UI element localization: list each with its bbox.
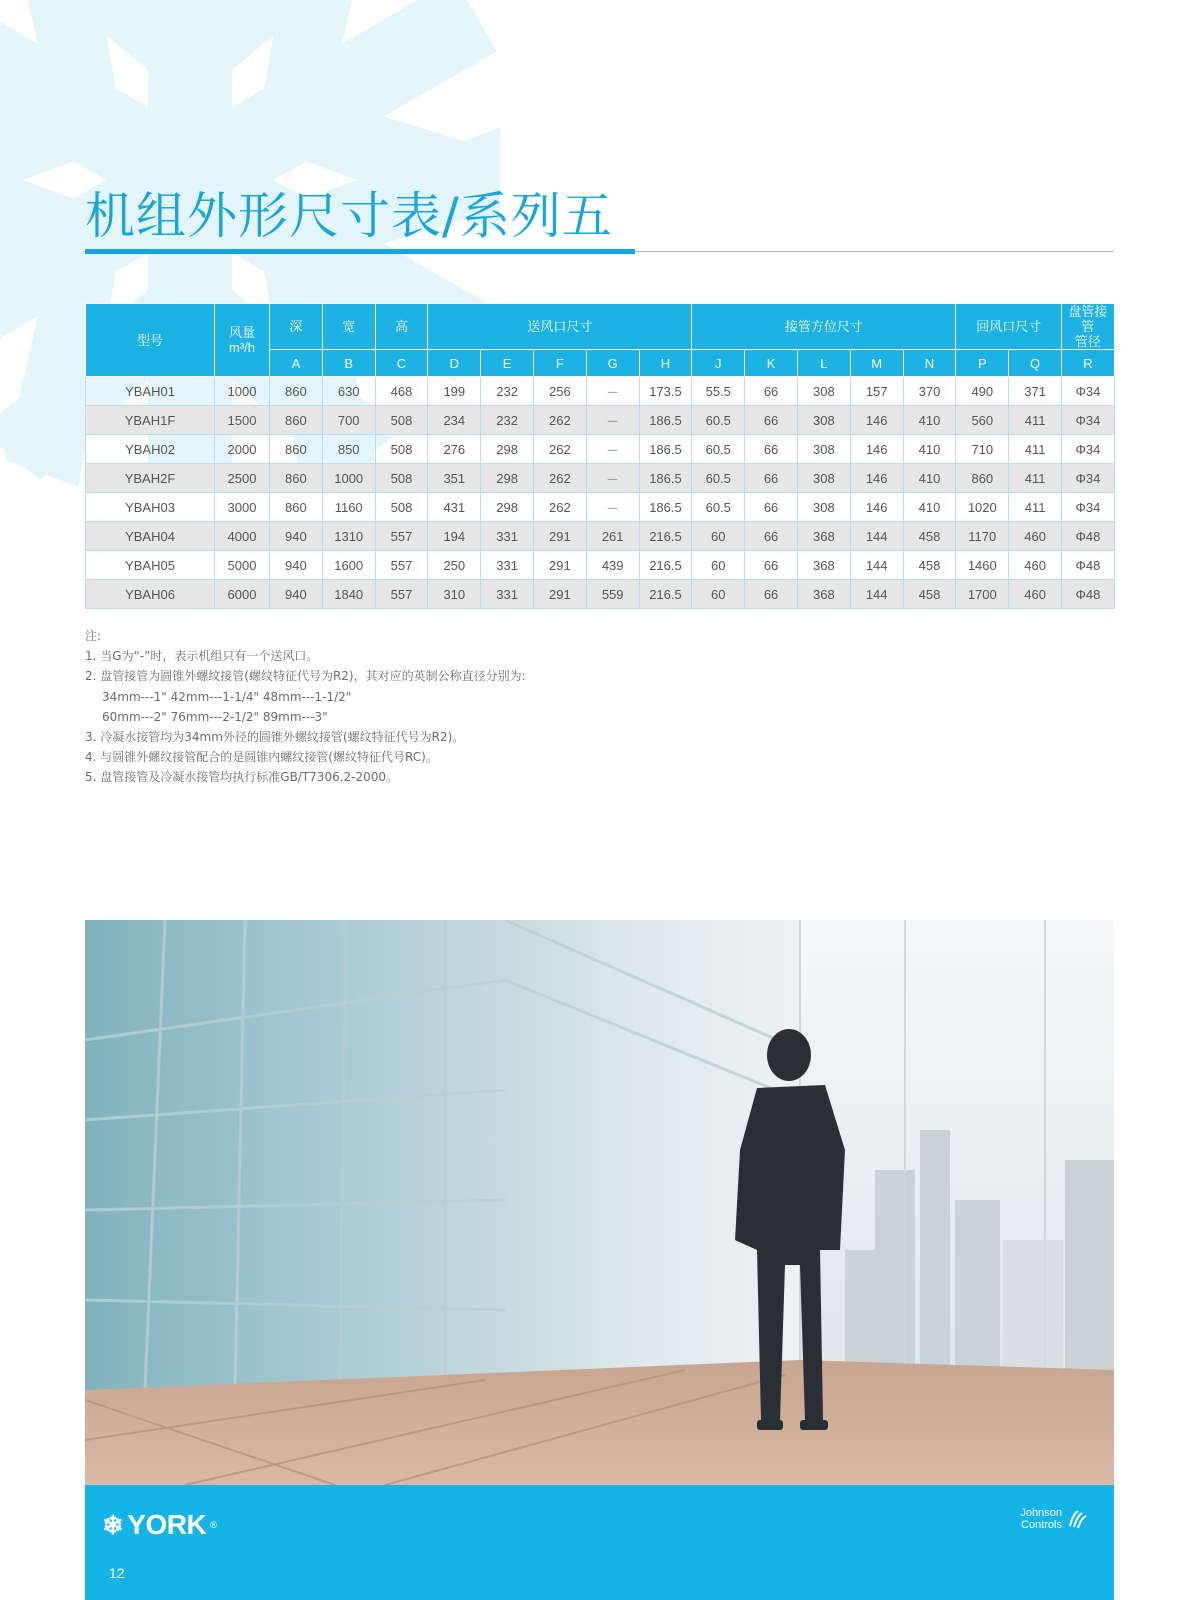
table-cell: 66	[745, 522, 798, 551]
table-cell: 860	[270, 377, 323, 406]
header-code-r: R	[1062, 350, 1115, 377]
table-cell: 4000	[215, 522, 270, 551]
table-cell: 262	[533, 406, 586, 435]
table-cell: 1000	[215, 377, 270, 406]
york-snowflake-icon: ❄	[102, 1509, 124, 1540]
table-cell: 860	[956, 464, 1009, 493]
header-pipe-position: 接管方位尺寸	[692, 304, 956, 350]
table-cell: 331	[481, 580, 534, 609]
header-code-g: G	[586, 350, 639, 377]
table-cell: 2000	[215, 435, 270, 464]
header-coil-label-1: 盘管接管	[1068, 304, 1108, 334]
table-cell: 250	[428, 551, 481, 580]
note-line-2a: 34mm---1" 42mm---1-1/4" 48mm---1-1/2"	[102, 689, 352, 704]
note-line-2b: 60mm---2" 76mm---2-1/2" 89mm---3"	[102, 709, 328, 724]
table-cell: 144	[850, 580, 903, 609]
table-cell: 291	[533, 580, 586, 609]
table-cell: 291	[533, 522, 586, 551]
table-cell: 298	[481, 464, 534, 493]
header-code-f: F	[533, 350, 586, 377]
table-cell: 66	[745, 464, 798, 493]
table-cell: 1460	[956, 551, 1009, 580]
note-line-2: 2. 盘管接管为圆锥外螺纹接管(螺纹特征代号为R2)，其对应的英制公称直径分别为:	[85, 669, 526, 684]
header-airflow	[215, 304, 270, 377]
table-cell: 710	[956, 435, 1009, 464]
table-cell: 860	[270, 493, 323, 522]
table-cell: 1170	[956, 522, 1009, 551]
table-cell: 368	[797, 580, 850, 609]
table-cell: 298	[481, 435, 534, 464]
table-cell: 458	[903, 551, 956, 580]
table-cell: 55.5	[692, 377, 745, 406]
header-return-inlet: 回风口尺寸	[956, 304, 1062, 350]
table-cell: 557	[375, 522, 428, 551]
header-code-l: L	[797, 350, 850, 377]
table-cell: 262	[533, 435, 586, 464]
header-code-m: M	[850, 350, 903, 377]
table-cell: 940	[270, 522, 323, 551]
header-code-h: H	[639, 350, 692, 377]
table-cell: 308	[797, 377, 850, 406]
dimension-table	[85, 303, 1115, 609]
table-cell: 186.5	[639, 435, 692, 464]
table-cell: 262	[533, 493, 586, 522]
table-cell: 431	[428, 493, 481, 522]
table-body	[86, 377, 1115, 609]
table-cell: 439	[586, 551, 639, 580]
header-code-e: E	[481, 350, 534, 377]
header-code-a: A	[270, 350, 323, 377]
table-cell: 557	[375, 580, 428, 609]
jc-name-line1: Johnson	[1020, 1507, 1062, 1519]
table-cell: 410	[903, 493, 956, 522]
table-cell: 460	[1009, 522, 1062, 551]
table-cell: 66	[745, 406, 798, 435]
table-cell: －	[586, 406, 639, 435]
table-cell: 194	[428, 522, 481, 551]
table-cell: －	[586, 377, 639, 406]
table-cell: 232	[481, 406, 534, 435]
header-code-j: J	[692, 350, 745, 377]
table-cell: 6000	[215, 580, 270, 609]
registered-mark: ®	[210, 1520, 217, 1530]
table-cell: 199	[428, 377, 481, 406]
table-cell: 410	[903, 464, 956, 493]
table-cell: 1840	[322, 580, 375, 609]
table-cell: 186.5	[639, 464, 692, 493]
table-cell: 557	[375, 551, 428, 580]
title-accent-bar	[85, 249, 635, 254]
table-cell: 60	[692, 551, 745, 580]
table-cell: 60.5	[692, 493, 745, 522]
model-cell: YBAH2F	[86, 464, 215, 493]
york-wordmark: YORK	[127, 1509, 207, 1540]
table-cell: 468	[375, 377, 428, 406]
table-cell: 5000	[215, 551, 270, 580]
note-line-3: 3. 冷凝水接管均为34mm外径的圆锥外螺纹接管(螺纹特征代号为R2)。	[85, 730, 465, 745]
table-cell: 60.5	[692, 435, 745, 464]
table-cell: 1160	[322, 493, 375, 522]
model-cell: YBAH03	[86, 493, 215, 522]
table-cell: 508	[375, 464, 428, 493]
table-cell: 216.5	[639, 522, 692, 551]
table-cell: 186.5	[639, 406, 692, 435]
table-cell: 1500	[215, 406, 270, 435]
table-cell: 458	[903, 522, 956, 551]
table-cell: 458	[903, 580, 956, 609]
page-number: 12	[109, 1565, 125, 1581]
table-row	[86, 435, 1115, 464]
table-cell: 216.5	[639, 580, 692, 609]
table-cell: 256	[533, 377, 586, 406]
table-cell: 508	[375, 406, 428, 435]
table-cell: 157	[850, 377, 903, 406]
header-airflow-unit: m³/h	[229, 340, 255, 355]
table-cell: 940	[270, 551, 323, 580]
table-row	[86, 580, 1115, 609]
header-code-d: D	[428, 350, 481, 377]
table-cell: 262	[533, 464, 586, 493]
header-code-k: K	[745, 350, 798, 377]
table-cell: －	[586, 435, 639, 464]
table-cell: 308	[797, 464, 850, 493]
table-cell: Φ34	[1062, 493, 1115, 522]
note-line-1: 1. 当G为“-”时，表示机组只有一个送风口。	[85, 649, 319, 664]
table-cell: 1700	[956, 580, 1009, 609]
table-cell: 371	[1009, 377, 1062, 406]
table-cell: Φ34	[1062, 406, 1115, 435]
table-cell: 411	[1009, 464, 1062, 493]
hero-photo	[85, 920, 1114, 1485]
table-cell: 146	[850, 435, 903, 464]
table-cell: 1310	[322, 522, 375, 551]
header-code-q: Q	[1009, 350, 1062, 377]
table-cell: 1600	[322, 551, 375, 580]
table-cell: 60.5	[692, 464, 745, 493]
table-cell: 508	[375, 435, 428, 464]
table-cell: 351	[428, 464, 481, 493]
table-cell: 2500	[215, 464, 270, 493]
table-cell: 146	[850, 406, 903, 435]
table-cell: 308	[797, 406, 850, 435]
table-cell: －	[586, 464, 639, 493]
table-row	[86, 493, 1115, 522]
johnson-controls-logo	[1020, 1507, 1088, 1531]
model-cell: YBAH04	[86, 522, 215, 551]
table-cell: 559	[586, 580, 639, 609]
table-cell: Φ48	[1062, 551, 1115, 580]
header-code-p: P	[956, 350, 1009, 377]
table-cell: 860	[270, 406, 323, 435]
table-cell: 276	[428, 435, 481, 464]
table-cell: －	[586, 493, 639, 522]
page-title: 机组外形尺寸表/系列五	[85, 187, 613, 245]
table-row	[86, 464, 1115, 493]
table-cell: 234	[428, 406, 481, 435]
table-cell: 368	[797, 522, 850, 551]
table-cell: 1000	[322, 464, 375, 493]
table-cell: 860	[270, 464, 323, 493]
notes-heading: 注:	[85, 629, 102, 643]
table-cell: 490	[956, 377, 1009, 406]
table-cell: 173.5	[639, 377, 692, 406]
table-cell: 308	[797, 435, 850, 464]
table-cell: 560	[956, 406, 1009, 435]
table-cell: Φ48	[1062, 522, 1115, 551]
jc-name-line2: Controls	[1021, 1519, 1062, 1531]
johnson-controls-icon	[1066, 1508, 1088, 1530]
table-cell: 1020	[956, 493, 1009, 522]
table-cell: 460	[1009, 580, 1062, 609]
table-cell: Φ34	[1062, 377, 1115, 406]
header-coil-pipe	[1062, 304, 1115, 350]
header-model: 型号	[86, 304, 215, 377]
table-cell: 411	[1009, 493, 1062, 522]
header-code-c: C	[375, 350, 428, 377]
table-cell: 60	[692, 580, 745, 609]
model-cell: YBAH01	[86, 377, 215, 406]
york-logo	[102, 1509, 216, 1541]
header-code-n: N	[903, 350, 956, 377]
table-cell: 232	[481, 377, 534, 406]
table-cell: 410	[903, 435, 956, 464]
table-cell: 66	[745, 551, 798, 580]
table-cell: Φ34	[1062, 435, 1115, 464]
table-cell: 60	[692, 522, 745, 551]
table-cell: 700	[322, 406, 375, 435]
table-row	[86, 406, 1115, 435]
table-cell: Φ34	[1062, 464, 1115, 493]
table-cell: 146	[850, 493, 903, 522]
table-cell: 630	[322, 377, 375, 406]
table-row	[86, 551, 1115, 580]
note-line-4: 4. 与圆锥外螺纹接管配合的是圆锥内螺纹接管(螺纹特征代号RC)。	[85, 750, 438, 765]
table-cell: 411	[1009, 435, 1062, 464]
table-cell: Φ48	[1062, 580, 1115, 609]
note-line-5: 5. 盘管接管及冷凝水接管均执行标准GB/T7306.2-2000。	[85, 770, 399, 785]
table-row	[86, 377, 1115, 406]
header-width: 宽	[322, 304, 375, 350]
table-cell: 66	[745, 435, 798, 464]
table-cell: 850	[322, 435, 375, 464]
table-cell: 66	[745, 493, 798, 522]
table-cell: 298	[481, 493, 534, 522]
table-cell: 860	[270, 435, 323, 464]
table-cell: 368	[797, 551, 850, 580]
table-cell: 331	[481, 551, 534, 580]
header-coil-label-2: 管径	[1074, 334, 1101, 349]
header-airflow-label: 风量	[228, 325, 255, 340]
table-cell: 216.5	[639, 551, 692, 580]
table-cell: 410	[903, 406, 956, 435]
table-cell: 308	[797, 493, 850, 522]
model-cell: YBAH05	[86, 551, 215, 580]
table-cell: 146	[850, 464, 903, 493]
table-cell: 331	[481, 522, 534, 551]
model-cell: YBAH02	[86, 435, 215, 464]
header-code-b: B	[322, 350, 375, 377]
table-header-row	[86, 304, 1115, 350]
table-cell: 186.5	[639, 493, 692, 522]
table-cell: 411	[1009, 406, 1062, 435]
table-cell: 3000	[215, 493, 270, 522]
model-cell: YBAH1F	[86, 406, 215, 435]
table-cell: 460	[1009, 551, 1062, 580]
header-height: 高	[375, 304, 428, 350]
table-cell: 291	[533, 551, 586, 580]
table-cell: 261	[586, 522, 639, 551]
office-window-illustration	[85, 920, 1114, 1485]
header-depth: 深	[270, 304, 323, 350]
footer-bar	[85, 1485, 1114, 1600]
table-cell: 508	[375, 493, 428, 522]
table-row	[86, 522, 1115, 551]
table-cell: 60.5	[692, 406, 745, 435]
table-cell: 370	[903, 377, 956, 406]
table-cell: 66	[745, 377, 798, 406]
header-supply-outlet: 送风口尺寸	[428, 304, 692, 350]
table-cell: 940	[270, 580, 323, 609]
table-cell: 144	[850, 551, 903, 580]
table-cell: 310	[428, 580, 481, 609]
table-cell: 144	[850, 522, 903, 551]
table-cell: 66	[745, 580, 798, 609]
notes-block	[85, 626, 526, 788]
model-cell: YBAH06	[86, 580, 215, 609]
